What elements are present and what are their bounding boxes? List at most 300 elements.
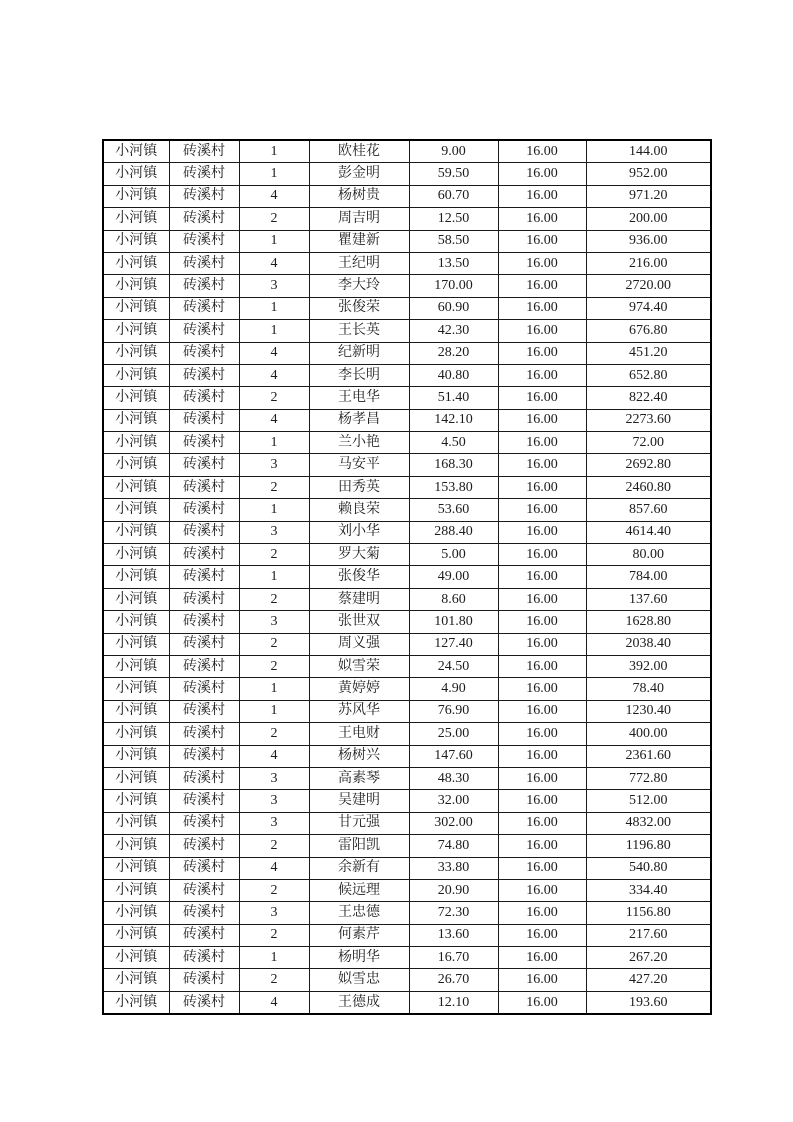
table-cell: 16.00 [498, 230, 586, 252]
table-cell: 16.00 [498, 857, 586, 879]
table-row [103, 947, 711, 969]
table-cell: 16.00 [498, 275, 586, 297]
table-cell: 小河镇 [103, 633, 169, 655]
table-cell: 何素芹 [309, 924, 409, 946]
table-cell: 砖溪村 [169, 700, 239, 722]
table-cell: 427.20 [586, 969, 711, 991]
table-row [103, 902, 711, 924]
table-cell: 16.00 [498, 723, 586, 745]
table-cell: 小河镇 [103, 655, 169, 677]
table-cell: 砖溪村 [169, 163, 239, 185]
table-cell: 1 [239, 947, 309, 969]
table-cell: 砖溪村 [169, 633, 239, 655]
table-cell: 小河镇 [103, 588, 169, 610]
table-cell: 334.40 [586, 879, 711, 901]
table-cell: 16.00 [498, 252, 586, 274]
table-cell: 53.60 [409, 499, 498, 521]
table-cell: 127.40 [409, 633, 498, 655]
table-cell: 2 [239, 208, 309, 230]
table-row [103, 409, 711, 431]
table-cell: 16.00 [498, 409, 586, 431]
table-cell: 砖溪村 [169, 544, 239, 566]
table-cell: 4 [239, 342, 309, 364]
table-cell: 168.30 [409, 454, 498, 476]
table-cell: 砖溪村 [169, 835, 239, 857]
table-row [103, 432, 711, 454]
table-cell: 58.50 [409, 230, 498, 252]
table-row [103, 835, 711, 857]
table-cell: 200.00 [586, 208, 711, 230]
table-cell: 72.30 [409, 902, 498, 924]
table-cell: 高素琴 [309, 767, 409, 789]
table-cell: 652.80 [586, 364, 711, 386]
table-cell: 田秀英 [309, 476, 409, 498]
table-cell: 砖溪村 [169, 521, 239, 543]
table-row [103, 230, 711, 252]
table-cell: 候远理 [309, 879, 409, 901]
table-cell: 砖溪村 [169, 208, 239, 230]
table-cell: 78.40 [586, 678, 711, 700]
table-row [103, 566, 711, 588]
table-cell: 20.90 [409, 879, 498, 901]
table-cell: 4 [239, 364, 309, 386]
table-cell: 16.00 [498, 767, 586, 789]
table-cell: 16.00 [498, 588, 586, 610]
table-cell: 小河镇 [103, 879, 169, 901]
table-cell: 16.00 [498, 991, 586, 1014]
table-cell: 302.00 [409, 812, 498, 834]
table-cell: 540.80 [586, 857, 711, 879]
table-cell: 小河镇 [103, 835, 169, 857]
table-cell: 3 [239, 611, 309, 633]
table-cell: 16.00 [498, 700, 586, 722]
table-row [103, 633, 711, 655]
table-row [103, 252, 711, 274]
table-cell: 砖溪村 [169, 476, 239, 498]
table-cell: 蔡建明 [309, 588, 409, 610]
table-cell: 24.50 [409, 655, 498, 677]
table-cell: 3 [239, 767, 309, 789]
table-cell: 2361.60 [586, 745, 711, 767]
table-cell: 砖溪村 [169, 723, 239, 745]
table-cell: 2 [239, 633, 309, 655]
table-cell: 49.00 [409, 566, 498, 588]
table-cell: 392.00 [586, 655, 711, 677]
table-cell: 16.00 [498, 163, 586, 185]
table-cell: 砖溪村 [169, 879, 239, 901]
table-row [103, 163, 711, 185]
table-cell: 小河镇 [103, 454, 169, 476]
table-cell: 2 [239, 544, 309, 566]
table-cell: 267.20 [586, 947, 711, 969]
table-cell: 9.00 [409, 140, 498, 163]
table-cell: 2 [239, 476, 309, 498]
table-cell: 59.50 [409, 163, 498, 185]
table-cell: 小河镇 [103, 544, 169, 566]
table-cell: 3 [239, 902, 309, 924]
table-cell: 砖溪村 [169, 588, 239, 610]
table-cell: 小河镇 [103, 163, 169, 185]
table-cell: 小河镇 [103, 208, 169, 230]
table-cell: 黄婷婷 [309, 678, 409, 700]
table-cell: 193.60 [586, 991, 711, 1014]
table-cell: 16.00 [498, 902, 586, 924]
table-cell: 砖溪村 [169, 499, 239, 521]
table-cell: 25.00 [409, 723, 498, 745]
table-cell: 4 [239, 252, 309, 274]
table-cell: 小河镇 [103, 185, 169, 207]
table-cell: 28.20 [409, 342, 498, 364]
table-cell: 16.00 [498, 969, 586, 991]
table-cell: 3 [239, 454, 309, 476]
table-cell: 1230.40 [586, 700, 711, 722]
table-cell: 小河镇 [103, 611, 169, 633]
table-cell: 16.00 [498, 566, 586, 588]
table-cell: 16.00 [498, 611, 586, 633]
table-cell: 4.90 [409, 678, 498, 700]
table-cell: 砖溪村 [169, 991, 239, 1014]
table-row [103, 275, 711, 297]
table-cell: 676.80 [586, 320, 711, 342]
table-cell: 16.00 [498, 208, 586, 230]
table-row [103, 991, 711, 1014]
table-cell: 王电财 [309, 723, 409, 745]
table-cell: 小河镇 [103, 947, 169, 969]
table-cell: 王忠德 [309, 902, 409, 924]
table-cell: 2 [239, 835, 309, 857]
table-cell: 小河镇 [103, 991, 169, 1014]
table-cell: 砖溪村 [169, 387, 239, 409]
table-cell: 砖溪村 [169, 342, 239, 364]
table-cell: 16.00 [498, 432, 586, 454]
table-cell: 1 [239, 163, 309, 185]
table-row [103, 185, 711, 207]
table-cell: 13.60 [409, 924, 498, 946]
table-cell: 4 [239, 409, 309, 431]
table-row [103, 745, 711, 767]
table-cell: 砖溪村 [169, 790, 239, 812]
table-cell: 3 [239, 790, 309, 812]
table-cell: 小河镇 [103, 857, 169, 879]
table-cell: 1 [239, 297, 309, 319]
table-cell: 16.00 [498, 790, 586, 812]
table-cell: 砖溪村 [169, 611, 239, 633]
table-cell: 小河镇 [103, 252, 169, 274]
table-cell: 小河镇 [103, 230, 169, 252]
table-cell: 砖溪村 [169, 320, 239, 342]
table-row [103, 723, 711, 745]
table-cell: 147.60 [409, 745, 498, 767]
table-cell: 姒雪荣 [309, 655, 409, 677]
table-cell: 772.80 [586, 767, 711, 789]
table-cell: 4.50 [409, 432, 498, 454]
table-cell: 小河镇 [103, 566, 169, 588]
table-cell: 2692.80 [586, 454, 711, 476]
table-cell: 2038.40 [586, 633, 711, 655]
table-cell: 936.00 [586, 230, 711, 252]
table-cell: 小河镇 [103, 902, 169, 924]
table-cell: 砖溪村 [169, 947, 239, 969]
table-cell: 王纪明 [309, 252, 409, 274]
table-cell: 2 [239, 924, 309, 946]
table-cell: 小河镇 [103, 140, 169, 163]
table-cell: 74.80 [409, 835, 498, 857]
table-cell: 16.00 [498, 140, 586, 163]
table-cell: 小河镇 [103, 476, 169, 498]
table-cell: 砖溪村 [169, 140, 239, 163]
table-cell: 33.80 [409, 857, 498, 879]
table-cell: 欧桂花 [309, 140, 409, 163]
table-cell: 16.00 [498, 297, 586, 319]
table-cell: 137.60 [586, 588, 711, 610]
table-cell: 3 [239, 812, 309, 834]
table-row [103, 544, 711, 566]
table-cell: 小河镇 [103, 499, 169, 521]
table-cell: 砖溪村 [169, 857, 239, 879]
table-cell: 杨孝昌 [309, 409, 409, 431]
table-cell: 8.60 [409, 588, 498, 610]
table-cell: 姒雪忠 [309, 969, 409, 991]
table-cell: 1196.80 [586, 835, 711, 857]
table-cell: 马安平 [309, 454, 409, 476]
table-cell: 16.00 [498, 655, 586, 677]
table-cell: 小河镇 [103, 812, 169, 834]
table-cell: 纪新明 [309, 342, 409, 364]
table-cell: 李大玲 [309, 275, 409, 297]
table-cell: 80.00 [586, 544, 711, 566]
table-cell: 4614.40 [586, 521, 711, 543]
table-cell: 砖溪村 [169, 655, 239, 677]
table-cell: 刘小华 [309, 521, 409, 543]
table-cell: 216.00 [586, 252, 711, 274]
table-cell: 16.00 [498, 454, 586, 476]
table-cell: 822.40 [586, 387, 711, 409]
table-row [103, 969, 711, 991]
table-cell: 杨明华 [309, 947, 409, 969]
table-row [103, 879, 711, 901]
table-cell: 砖溪村 [169, 432, 239, 454]
table-cell: 瞿建新 [309, 230, 409, 252]
table-cell: 李长明 [309, 364, 409, 386]
table-cell: 51.40 [409, 387, 498, 409]
table-cell: 5.00 [409, 544, 498, 566]
table-cell: 16.00 [498, 521, 586, 543]
table-cell: 罗大菊 [309, 544, 409, 566]
table-cell: 76.90 [409, 700, 498, 722]
table-cell: 砖溪村 [169, 678, 239, 700]
table-cell: 王长英 [309, 320, 409, 342]
table-cell: 16.00 [498, 879, 586, 901]
table-body [103, 140, 711, 1014]
table-row [103, 767, 711, 789]
table-cell: 砖溪村 [169, 745, 239, 767]
table-cell: 142.10 [409, 409, 498, 431]
table-cell: 吴建明 [309, 790, 409, 812]
table-cell: 小河镇 [103, 745, 169, 767]
table-cell: 2 [239, 879, 309, 901]
table-row [103, 678, 711, 700]
table-row [103, 454, 711, 476]
table-cell: 兰小艳 [309, 432, 409, 454]
table-cell: 1 [239, 499, 309, 521]
table-cell: 144.00 [586, 140, 711, 163]
table-cell: 3 [239, 275, 309, 297]
table-cell: 512.00 [586, 790, 711, 812]
table-cell: 余新有 [309, 857, 409, 879]
table-cell: 小河镇 [103, 969, 169, 991]
table-cell: 杨树贵 [309, 185, 409, 207]
table-cell: 王德成 [309, 991, 409, 1014]
table-cell: 400.00 [586, 723, 711, 745]
table-cell: 16.00 [498, 947, 586, 969]
table-cell: 张世双 [309, 611, 409, 633]
table-cell: 32.00 [409, 790, 498, 812]
payment-table [102, 139, 712, 1015]
table-cell: 砖溪村 [169, 364, 239, 386]
table-cell: 王电华 [309, 387, 409, 409]
table-cell: 42.30 [409, 320, 498, 342]
table-cell: 张俊荣 [309, 297, 409, 319]
table-cell: 451.20 [586, 342, 711, 364]
table-row [103, 140, 711, 163]
table-row [103, 790, 711, 812]
table-cell: 153.80 [409, 476, 498, 498]
table-cell: 2 [239, 588, 309, 610]
table-cell: 857.60 [586, 499, 711, 521]
table-cell: 杨树兴 [309, 745, 409, 767]
table-cell: 60.90 [409, 297, 498, 319]
table-row [103, 476, 711, 498]
table-cell: 4 [239, 185, 309, 207]
table-cell: 16.00 [498, 924, 586, 946]
table-row [103, 208, 711, 230]
table-row [103, 297, 711, 319]
table-cell: 952.00 [586, 163, 711, 185]
table-cell: 小河镇 [103, 700, 169, 722]
table-cell: 砖溪村 [169, 812, 239, 834]
table-cell: 16.00 [498, 745, 586, 767]
table-cell: 砖溪村 [169, 275, 239, 297]
table-cell: 2 [239, 723, 309, 745]
table-cell: 小河镇 [103, 723, 169, 745]
table-row [103, 588, 711, 610]
table-cell: 16.00 [498, 812, 586, 834]
table-cell: 16.00 [498, 835, 586, 857]
table-cell: 1 [239, 140, 309, 163]
table-cell: 16.00 [498, 364, 586, 386]
table-row [103, 364, 711, 386]
table-cell: 砖溪村 [169, 566, 239, 588]
table-cell: 16.00 [498, 476, 586, 498]
table-cell: 12.10 [409, 991, 498, 1014]
table-cell: 小河镇 [103, 364, 169, 386]
table-cell: 小河镇 [103, 678, 169, 700]
table-cell: 4 [239, 745, 309, 767]
table-cell: 赖良荣 [309, 499, 409, 521]
table-cell: 1628.80 [586, 611, 711, 633]
table-cell: 4832.00 [586, 812, 711, 834]
table-cell: 小河镇 [103, 297, 169, 319]
table-cell: 1 [239, 320, 309, 342]
table-cell: 周吉明 [309, 208, 409, 230]
table-cell: 2273.60 [586, 409, 711, 431]
table-cell: 217.60 [586, 924, 711, 946]
table-row [103, 924, 711, 946]
table-cell: 2 [239, 387, 309, 409]
table-row [103, 812, 711, 834]
table-cell: 170.00 [409, 275, 498, 297]
table-cell: 砖溪村 [169, 230, 239, 252]
table-cell: 971.20 [586, 185, 711, 207]
table-row [103, 499, 711, 521]
table-cell: 砖溪村 [169, 969, 239, 991]
table-cell: 2 [239, 655, 309, 677]
table-cell: 784.00 [586, 566, 711, 588]
table-cell: 72.00 [586, 432, 711, 454]
table-cell: 小河镇 [103, 790, 169, 812]
table-cell: 16.70 [409, 947, 498, 969]
table-cell: 16.00 [498, 185, 586, 207]
table-cell: 砖溪村 [169, 185, 239, 207]
table-cell: 小河镇 [103, 767, 169, 789]
table-cell: 12.50 [409, 208, 498, 230]
table-cell: 甘元强 [309, 812, 409, 834]
table-cell: 彭金明 [309, 163, 409, 185]
table-cell: 1 [239, 678, 309, 700]
table-cell: 小河镇 [103, 432, 169, 454]
table-cell: 48.30 [409, 767, 498, 789]
table-cell: 3 [239, 521, 309, 543]
table-cell: 小河镇 [103, 521, 169, 543]
table-cell: 1 [239, 700, 309, 722]
table-cell: 1156.80 [586, 902, 711, 924]
table-cell: 16.00 [498, 544, 586, 566]
table-cell: 砖溪村 [169, 924, 239, 946]
table-cell: 4 [239, 991, 309, 1014]
table-cell: 1 [239, 566, 309, 588]
table-row [103, 655, 711, 677]
table-cell: 砖溪村 [169, 409, 239, 431]
table-cell: 60.70 [409, 185, 498, 207]
table-cell: 288.40 [409, 521, 498, 543]
table-row [103, 611, 711, 633]
table-cell: 16.00 [498, 678, 586, 700]
table-cell: 26.70 [409, 969, 498, 991]
table-cell: 2720.00 [586, 275, 711, 297]
table-cell: 砖溪村 [169, 252, 239, 274]
table-cell: 16.00 [498, 387, 586, 409]
table-cell: 砖溪村 [169, 297, 239, 319]
table-cell: 砖溪村 [169, 767, 239, 789]
table-cell: 砖溪村 [169, 454, 239, 476]
table-cell: 16.00 [498, 499, 586, 521]
table-cell: 雷阳凯 [309, 835, 409, 857]
table-cell: 16.00 [498, 633, 586, 655]
table-cell: 周义强 [309, 633, 409, 655]
table-cell: 苏风华 [309, 700, 409, 722]
table-cell: 1 [239, 432, 309, 454]
table-cell: 40.80 [409, 364, 498, 386]
table-cell: 2 [239, 969, 309, 991]
table-row [103, 342, 711, 364]
table-cell: 砖溪村 [169, 902, 239, 924]
table-cell: 小河镇 [103, 342, 169, 364]
table-cell: 16.00 [498, 342, 586, 364]
table-cell: 13.50 [409, 252, 498, 274]
table-cell: 小河镇 [103, 275, 169, 297]
table-row [103, 521, 711, 543]
table-cell: 小河镇 [103, 924, 169, 946]
